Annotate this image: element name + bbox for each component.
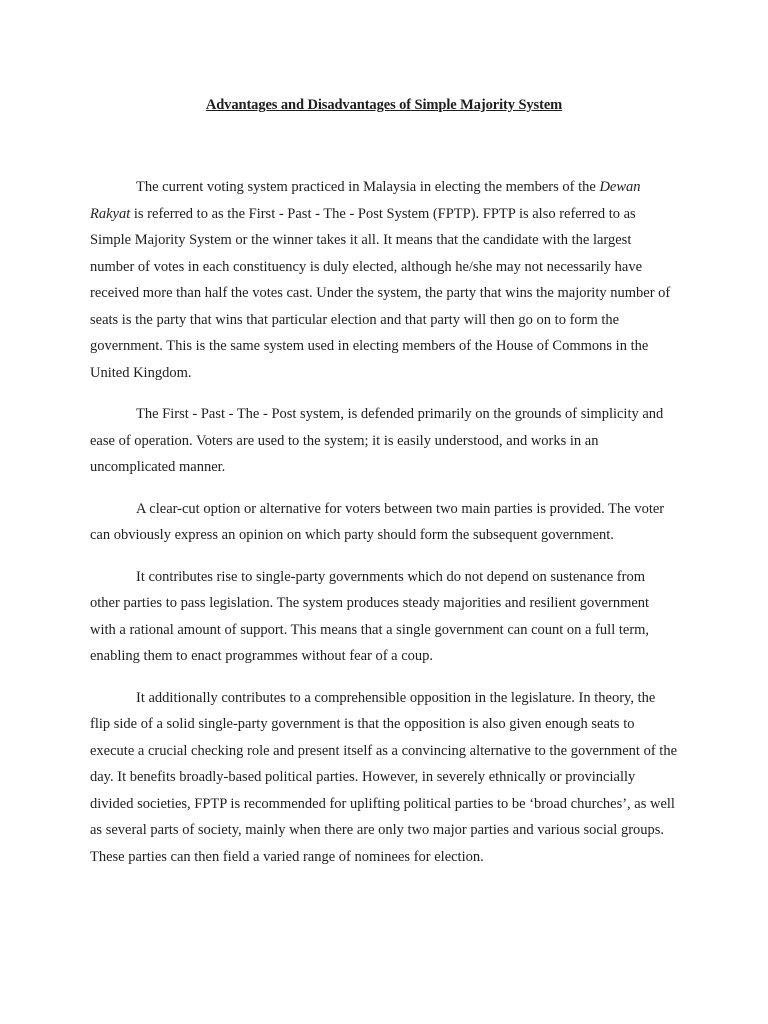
paragraph-3: A clear-cut option or alternative for voters between two main parties is provided. The voter can obviously express an opinion on which party should form the subsequent government. [90,500,665,543]
paragraph-1-italic-term: Dewan Rakyat [90,179,641,222]
paragraph-2: The First - Past - The - Post system, is defended primarily on the grounds of simplicity and ease of operation. Voters are used to the system; it is easily understood, and works in an uncomplicated manner. [90,406,664,475]
document-body [90,174,678,870]
paragraph-1-text-start: The current voting system practiced in Malaysia in electing the members of the [136,179,600,195]
paragraph-5: It additionally contributes to a comprehensible opposition in the legislature. In theory, the flip side of a solid single-party government is that the opposition is also given enough seats to execute a crucial checking role and present itself as a convincing alternative to the government of the day. It benefits broadly-based political parties. However, in severely ethnically or provincially divided societies, FPTP is recommended for uplifting political parties to be ‘broad churches’, as well as several parts of society, mainly when there are only two major parties and various social groups. These parties can then field a varied range of nominees for election. [90,689,678,865]
paragraph-4: It contributes rise to single-party governments which do not depend on sustenance from other parties to pass legislation. The system produces steady majorities and resilient government with a rational amount of support. This means that a single government can count on a full term, enabling them to enact programmes without fear of a coup. [90,568,650,664]
paragraph-1 [90,174,678,386]
document-title: Advantages and Disadvantages of Simple Majority System [205,97,563,113]
paragraph-1-text-end: is referred to as the First - Past - The - Post System (FPTP). FPTP is also referred to as Simple Majority System or the winner takes it all. It means that the candidate with the largest number of votes in each constituency is duly elected, although he/she may not necessarily have received more than half the votes cast. Under the system, the party that wins the majority number of seats is the party that wins that particular election and that party will then go on to form the government. This is the same system used in electing members of the House of Commons in the United Kingdom. [90,205,671,381]
